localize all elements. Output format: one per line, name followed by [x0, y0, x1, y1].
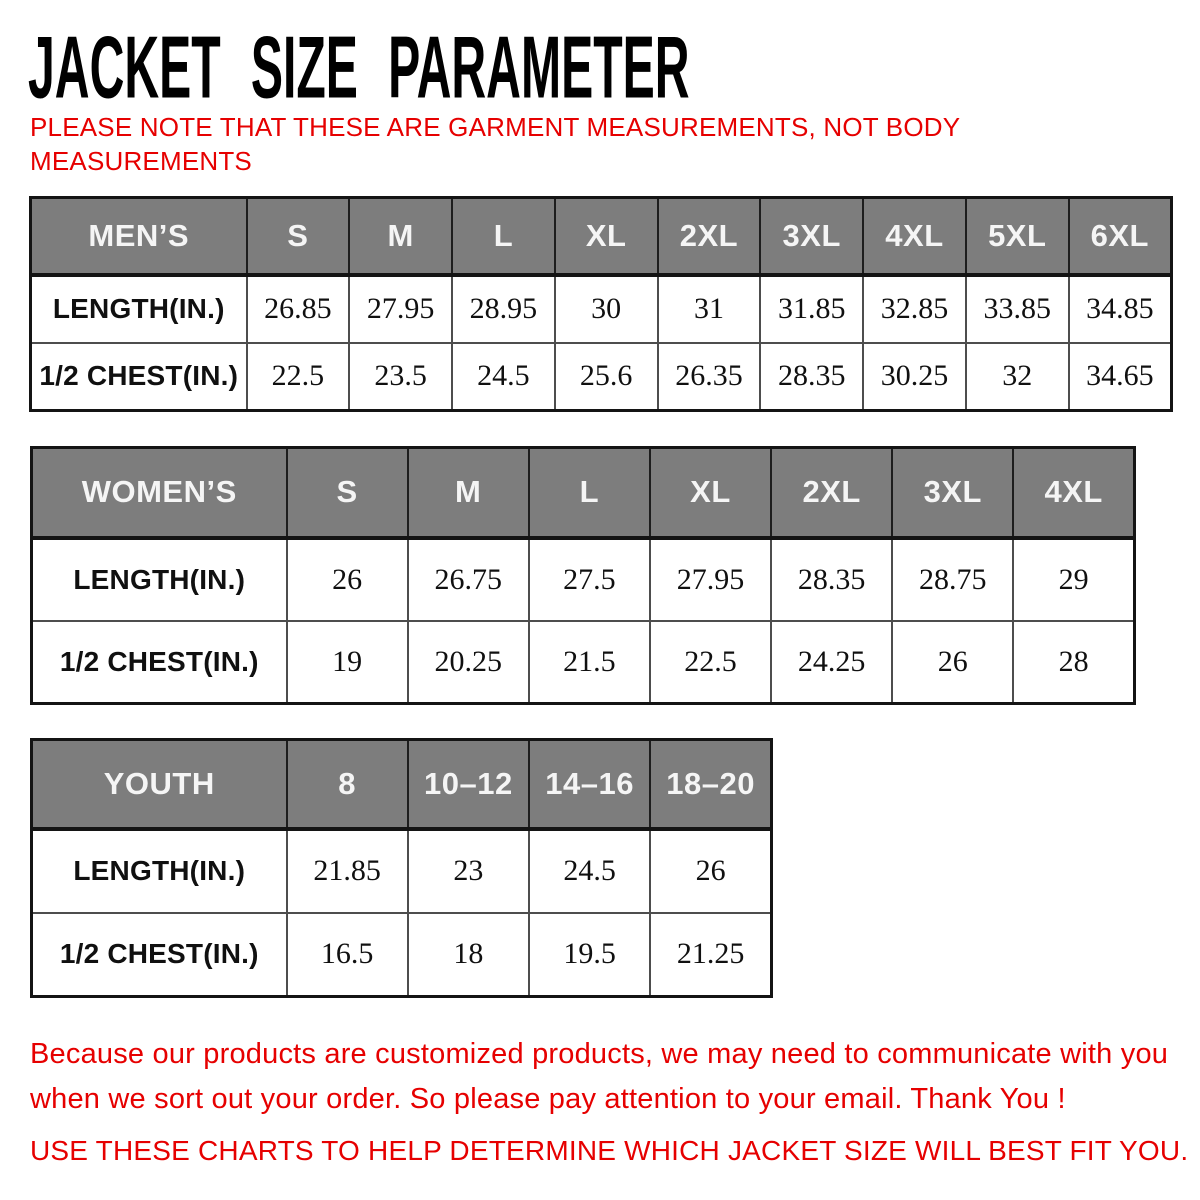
customization-notice-line-1: Because our products are customized products, we may need to communicate with you: [30, 1038, 1169, 1070]
note-line-1: PLEASE NOTE THAT THESE ARE GARMENT MEASUREMENTS, NOT BODY: [30, 112, 961, 142]
mens-chest-3xl: 28.35: [760, 343, 863, 411]
womens-size-header-s: S: [287, 448, 408, 538]
womens-size-header-3xl: 3XL: [892, 448, 1013, 538]
womens-table-title-cell: WOMEN’S: [32, 448, 287, 538]
mens-length-2xl: 31: [658, 275, 761, 343]
womens-size-header-xl: XL: [650, 448, 771, 538]
mens-size-header-m: M: [349, 198, 452, 275]
mens-size-header-2xl: 2XL: [658, 198, 761, 275]
customization-notice: [30, 1032, 1168, 1122]
womens-length-label: LENGTH(IN.): [32, 538, 287, 621]
mens-size-header-5xl: 5XL: [966, 198, 1069, 275]
youth-size-header-8: 8: [287, 740, 408, 829]
womens-chest-2xl: 24.25: [771, 621, 892, 704]
youth-length-row: [32, 829, 772, 913]
womens-length-3xl: 28.75: [892, 538, 1013, 621]
youth-header-row: [32, 740, 772, 829]
womens-length-xl: 27.95: [650, 538, 771, 621]
youth-size-header-14-16: 14–16: [529, 740, 650, 829]
womens-header-row: [32, 448, 1135, 538]
youth-length-8: 21.85: [287, 829, 408, 913]
mens-length-4xl: 32.85: [863, 275, 966, 343]
mens-chest-xl: 25.6: [555, 343, 658, 411]
youth-chest-label: 1/2 CHEST(IN.): [32, 913, 287, 997]
womens-chest-4xl: 28: [1013, 621, 1134, 704]
mens-chest-m: 23.5: [349, 343, 452, 411]
youth-chest-8: 16.5: [287, 913, 408, 997]
womens-chest-3xl: 26: [892, 621, 1013, 704]
youth-length-14-16: 24.5: [529, 829, 650, 913]
mens-size-header-l: L: [452, 198, 555, 275]
mens-length-label: LENGTH(IN.): [31, 275, 247, 343]
mens-size-header-s: S: [247, 198, 350, 275]
mens-length-m: 27.95: [349, 275, 452, 343]
mens-length-l: 28.95: [452, 275, 555, 343]
youth-size-header-18-20: 18–20: [650, 740, 771, 829]
mens-length-5xl: 33.85: [966, 275, 1069, 343]
womens-chest-label: 1/2 CHEST(IN.): [32, 621, 287, 704]
womens-length-m: 26.75: [408, 538, 529, 621]
womens-length-row: [32, 538, 1135, 621]
womens-chest-xl: 22.5: [650, 621, 771, 704]
youth-table-title-cell: YOUTH: [32, 740, 287, 829]
page-title: JACKET SIZE PARAMETER: [28, 18, 690, 117]
mens-length-s: 26.85: [247, 275, 350, 343]
mens-length-xl: 30: [555, 275, 658, 343]
womens-chest-m: 20.25: [408, 621, 529, 704]
youth-chest-10-12: 18: [408, 913, 529, 997]
mens-chest-5xl: 32: [966, 343, 1069, 411]
chart-usage-note: USE THESE CHARTS TO HELP DETERMINE WHICH JACKET SIZE WILL BEST FIT YOU.: [30, 1135, 1189, 1166]
womens-size-header-4xl: 4XL: [1013, 448, 1134, 538]
womens-length-s: 26: [287, 538, 408, 621]
womens-length-l: 27.5: [529, 538, 650, 621]
mens-size-header-6xl: 6XL: [1069, 198, 1172, 275]
mens-size-header-3xl: 3XL: [760, 198, 863, 275]
womens-size-header-m: M: [408, 448, 529, 538]
youth-chest-18-20: 21.25: [650, 913, 771, 997]
womens-chest-row: [32, 621, 1135, 704]
mens-header-row: [31, 198, 1172, 275]
mens-chest-l: 24.5: [452, 343, 555, 411]
mens-length-3xl: 31.85: [760, 275, 863, 343]
womens-size-table: [30, 446, 1136, 705]
mens-chest-6xl: 34.65: [1069, 343, 1172, 411]
garment-measurement-note: [30, 110, 960, 178]
mens-length-row: [31, 275, 1172, 343]
youth-size-header-10-12: 10–12: [408, 740, 529, 829]
youth-size-table: [30, 738, 773, 998]
womens-chest-l: 21.5: [529, 621, 650, 704]
mens-chest-2xl: 26.35: [658, 343, 761, 411]
youth-length-18-20: 26: [650, 829, 771, 913]
womens-length-4xl: 29: [1013, 538, 1134, 621]
youth-length-label: LENGTH(IN.): [32, 829, 287, 913]
mens-size-header-4xl: 4XL: [863, 198, 966, 275]
mens-table-title-cell: MEN’S: [31, 198, 247, 275]
womens-chest-s: 19: [287, 621, 408, 704]
mens-chest-4xl: 30.25: [863, 343, 966, 411]
mens-chest-label: 1/2 CHEST(IN.): [31, 343, 247, 411]
mens-size-header-xl: XL: [555, 198, 658, 275]
youth-chest-14-16: 19.5: [529, 913, 650, 997]
mens-chest-s: 22.5: [247, 343, 350, 411]
note-line-2: MEASUREMENTS: [30, 146, 252, 176]
customization-notice-line-2: when we sort out your order. So please pay attention to your email. Thank You !: [30, 1083, 1066, 1115]
mens-chest-row: [31, 343, 1172, 411]
youth-chest-row: [32, 913, 772, 997]
womens-size-header-2xl: 2XL: [771, 448, 892, 538]
womens-length-2xl: 28.35: [771, 538, 892, 621]
womens-size-header-l: L: [529, 448, 650, 538]
mens-length-6xl: 34.85: [1069, 275, 1172, 343]
mens-size-table: [29, 196, 1173, 412]
youth-length-10-12: 23: [408, 829, 529, 913]
